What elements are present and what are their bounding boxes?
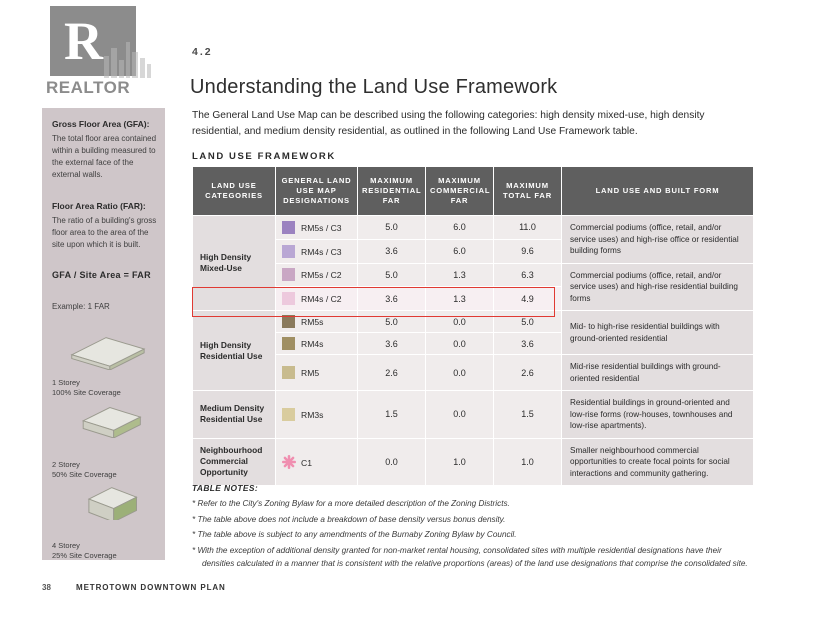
cell-total-far: 3.6: [494, 333, 562, 355]
table-row: [193, 391, 754, 439]
far-heading: Floor Area Ratio (FAR):: [52, 201, 146, 211]
cell-residential-far: 5.0: [358, 263, 426, 287]
designation-label: RM3s: [301, 409, 324, 420]
massing-3-sub: 25% Site Coverage: [52, 551, 117, 560]
th-max-residential-far: MAXIMUM RESIDENTIAL FAR: [358, 167, 426, 216]
logo-letter: R: [64, 11, 103, 71]
intro-paragraph: The General Land Use Map can be described using the following categories: high density mixed-use, high density residential, and medium density residential, as outlined in the following Land Use Framework table.: [192, 110, 705, 137]
table-head: [193, 167, 754, 216]
designation-label: C1: [301, 457, 312, 468]
cell-total-far: 1.5: [494, 391, 562, 439]
cell-commercial-far: 0.0: [426, 355, 494, 391]
cell-category: Medium Density Residential Use: [193, 391, 276, 439]
gfa-body: The total floor area contained within a building measured to the external face of the external walls.: [52, 134, 157, 179]
th-max-total-far: MAXIMUM TOTAL FAR: [494, 167, 562, 216]
cell-commercial-far: 0.0: [426, 391, 494, 439]
color-swatch: [282, 292, 295, 305]
massing-3-title: 4 Storey: [52, 541, 80, 550]
sidebar-gfa-section: [52, 118, 158, 181]
color-swatch: [282, 245, 295, 258]
cell-designation: [276, 216, 358, 240]
designation-label: RM4s / C3: [301, 246, 342, 257]
cell-built-form: Residential buildings in ground-oriented and low-rise forms (row-houses, townhouses and low-rise apartments).: [562, 391, 754, 439]
cell-built-form: Mid-rise residential buildings with ground-oriented residential: [562, 355, 754, 391]
cell-commercial-far: 1.3: [426, 263, 494, 287]
cell-commercial-far: 6.0: [426, 239, 494, 263]
cell-built-form: Commercial podiums (office, retail, and/or service uses) and high-rise office or residential building forms: [562, 216, 754, 264]
table-row: [193, 355, 754, 391]
cell-category: Neighbourhood Commercial Opportunity: [193, 438, 276, 486]
th-land-use-built-form: LAND USE AND BUILT FORM: [562, 167, 754, 216]
cell-total-far: 4.9: [494, 287, 562, 311]
land-use-framework-table: [192, 166, 754, 486]
cell-total-far: 1.0: [494, 438, 562, 486]
table-row: [193, 438, 754, 486]
cell-category: High Density Residential Use: [193, 311, 276, 391]
cell-residential-far: 3.6: [358, 333, 426, 355]
section-number: 4.2: [192, 46, 213, 58]
table-note: * The table above is subject to any amendments of the Burnaby Zoning Bylaw by Council.: [192, 530, 517, 539]
massing-1-title: 1 Storey: [52, 378, 80, 387]
cell-designation: [276, 287, 358, 311]
cell-designation: [276, 333, 358, 355]
cell-residential-far: 5.0: [358, 311, 426, 333]
cell-commercial-far: 1.0: [426, 438, 494, 486]
designation-label: RM5: [301, 368, 320, 378]
cell-residential-far: 2.6: [358, 355, 426, 391]
table-notes-heading: TABLE NOTES:: [192, 483, 259, 493]
designation-label: RM5s / C3: [301, 222, 342, 233]
color-swatch: [282, 268, 295, 281]
color-swatch: [282, 366, 295, 379]
table-header-row: [193, 167, 754, 216]
table-label: LAND USE FRAMEWORK: [192, 151, 336, 162]
page-title: Understanding the Land Use Framework: [190, 76, 558, 99]
cell-commercial-far: 0.0: [426, 311, 494, 333]
gfa-heading: Gross Floor Area (GFA):: [52, 119, 150, 129]
cell-commercial-far: 6.0: [426, 216, 494, 240]
realtor-logo: [42, 0, 165, 108]
table-note: * The table above does not include a breakdown of base density versus bonus density.: [192, 514, 506, 524]
cell-designation: [276, 391, 358, 439]
cell-total-far: 5.0: [494, 311, 562, 333]
example-label-text: Example: 1 FAR: [52, 302, 110, 311]
cell-residential-far: 5.0: [358, 216, 426, 240]
designation-label: RM4s: [301, 339, 324, 349]
th-designations: GENERAL LAND USE MAP DESIGNATIONS: [276, 167, 358, 216]
designation-label: RM5s: [301, 317, 324, 327]
massing-1-sub: 100% Site Coverage: [52, 388, 121, 397]
star-icon: [282, 455, 296, 469]
cell-built-form: Commercial podiums (office, retail, and/or service uses) and high-rise residential building forms: [562, 263, 754, 311]
cell-total-far: 2.6: [494, 355, 562, 391]
cell-total-far: 11.0: [494, 216, 562, 240]
th-land-use-categories: LAND USE CATEGORIES: [193, 167, 276, 216]
color-swatch: [282, 221, 295, 234]
sidebar: [42, 0, 165, 560]
massing-1-caption: [52, 378, 162, 398]
cell-built-form: Mid- to high-rise residential buildings with ground-oriented residential: [562, 311, 754, 355]
massing-3-caption: [52, 541, 162, 561]
cell-category: High Density Mixed-Use: [193, 216, 276, 311]
cell-built-form: Smaller neighbourhood commercial opportunities to create focal points for social interactions and community gathering.: [562, 438, 754, 486]
designation-label: RM5s / C2: [301, 270, 342, 281]
table-row: [193, 263, 754, 287]
table-note: * With the exception of additional density granted for non-market rental housing, consolidated sites with multiple residential designations have their densities calculated in a manner that is consistent with the relative proportions (areas) of the land use designations that comprise the consolidated site.: [192, 545, 748, 568]
massing-2-storey-icon: [62, 398, 152, 438]
logo-wordmark: REALTOR: [46, 78, 131, 97]
cell-residential-far: 0.0: [358, 438, 426, 486]
cell-designation: [276, 263, 358, 287]
far-equation-text: GFA / Site Area = FAR: [52, 270, 151, 280]
cell-designation: [276, 438, 358, 486]
cell-total-far: 9.6: [494, 239, 562, 263]
table-row: [193, 216, 754, 240]
table-body: [193, 216, 754, 486]
massing-2-sub: 50% Site Coverage: [52, 470, 117, 479]
massing-2-caption: [52, 460, 162, 480]
cell-residential-far: 1.5: [358, 391, 426, 439]
page-number: 38: [42, 583, 51, 592]
far-equation: [52, 270, 158, 280]
th-max-commercial-far: MAXIMUM COMMERCIAL FAR: [426, 167, 494, 216]
color-swatch: [282, 408, 295, 421]
cell-designation: [276, 311, 358, 333]
skyline-icon: [102, 38, 152, 78]
cell-residential-far: 3.6: [358, 239, 426, 263]
cell-total-far: 6.3: [494, 263, 562, 287]
sidebar-far-section: [52, 200, 158, 251]
color-swatch: [282, 337, 295, 350]
cell-designation: [276, 355, 358, 391]
table-note: * Refer to the City's Zoning Bylaw for a more detailed description of the Zoning Districts.: [192, 499, 510, 508]
cell-commercial-far: 0.0: [426, 333, 494, 355]
far-body: The ratio of a building's gross floor area to the area of the site upon which it is built.: [52, 216, 157, 249]
designation-label: RM4s / C2: [301, 294, 342, 305]
massing-4-storey-icon: [62, 480, 152, 520]
table-notes: [192, 483, 754, 573]
example-label: [52, 302, 158, 311]
cell-residential-far: 3.6: [358, 287, 426, 311]
massing-1-storey-icon: [62, 330, 152, 370]
cell-commercial-far: 1.3: [426, 287, 494, 311]
table-row: [193, 311, 754, 333]
color-swatch: [282, 315, 295, 328]
cell-designation: [276, 239, 358, 263]
massing-2-title: 2 Storey: [52, 460, 80, 469]
footer-title: METROTOWN DOWNTOWN PLAN: [76, 583, 226, 592]
